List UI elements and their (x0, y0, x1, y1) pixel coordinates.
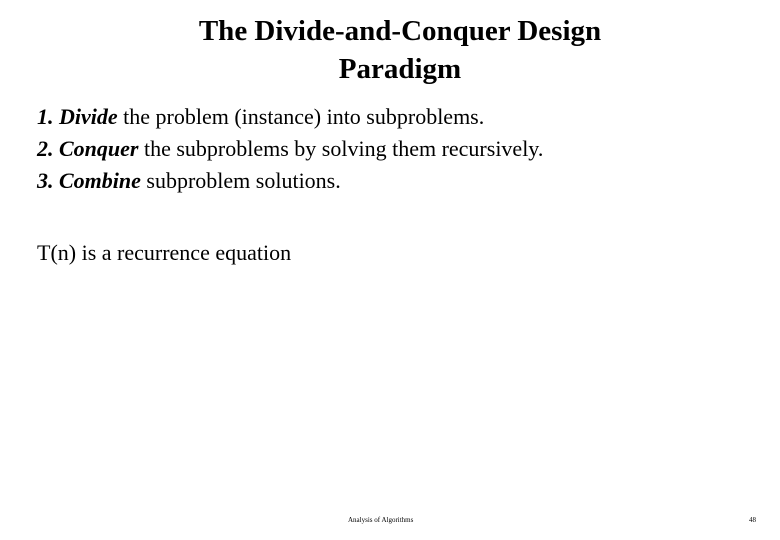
step-text: the problem (instance) into subproblems. (117, 104, 485, 129)
title-line-2: Paradigm (338, 53, 462, 85)
step-divide (37, 101, 543, 133)
title-line-1: The Divide-and-Conquer Design (198, 15, 602, 47)
step-term: 1. Divide (37, 104, 118, 129)
step-text: subproblem solutions. (140, 168, 341, 193)
slide-title (100, 12, 700, 88)
page-number: 48 (749, 516, 756, 524)
step-text: the subproblems by solving them recursively. (138, 136, 544, 161)
step-term: 3. Combine (37, 168, 141, 193)
step-conquer (37, 133, 543, 165)
step-term: 2. Conquer (37, 136, 139, 161)
footer-text: Analysis of Algorithms (348, 516, 414, 524)
step-combine (37, 165, 543, 197)
recurrence-note: T(n) is a recurrence equation (37, 240, 292, 265)
steps-list (37, 101, 543, 197)
